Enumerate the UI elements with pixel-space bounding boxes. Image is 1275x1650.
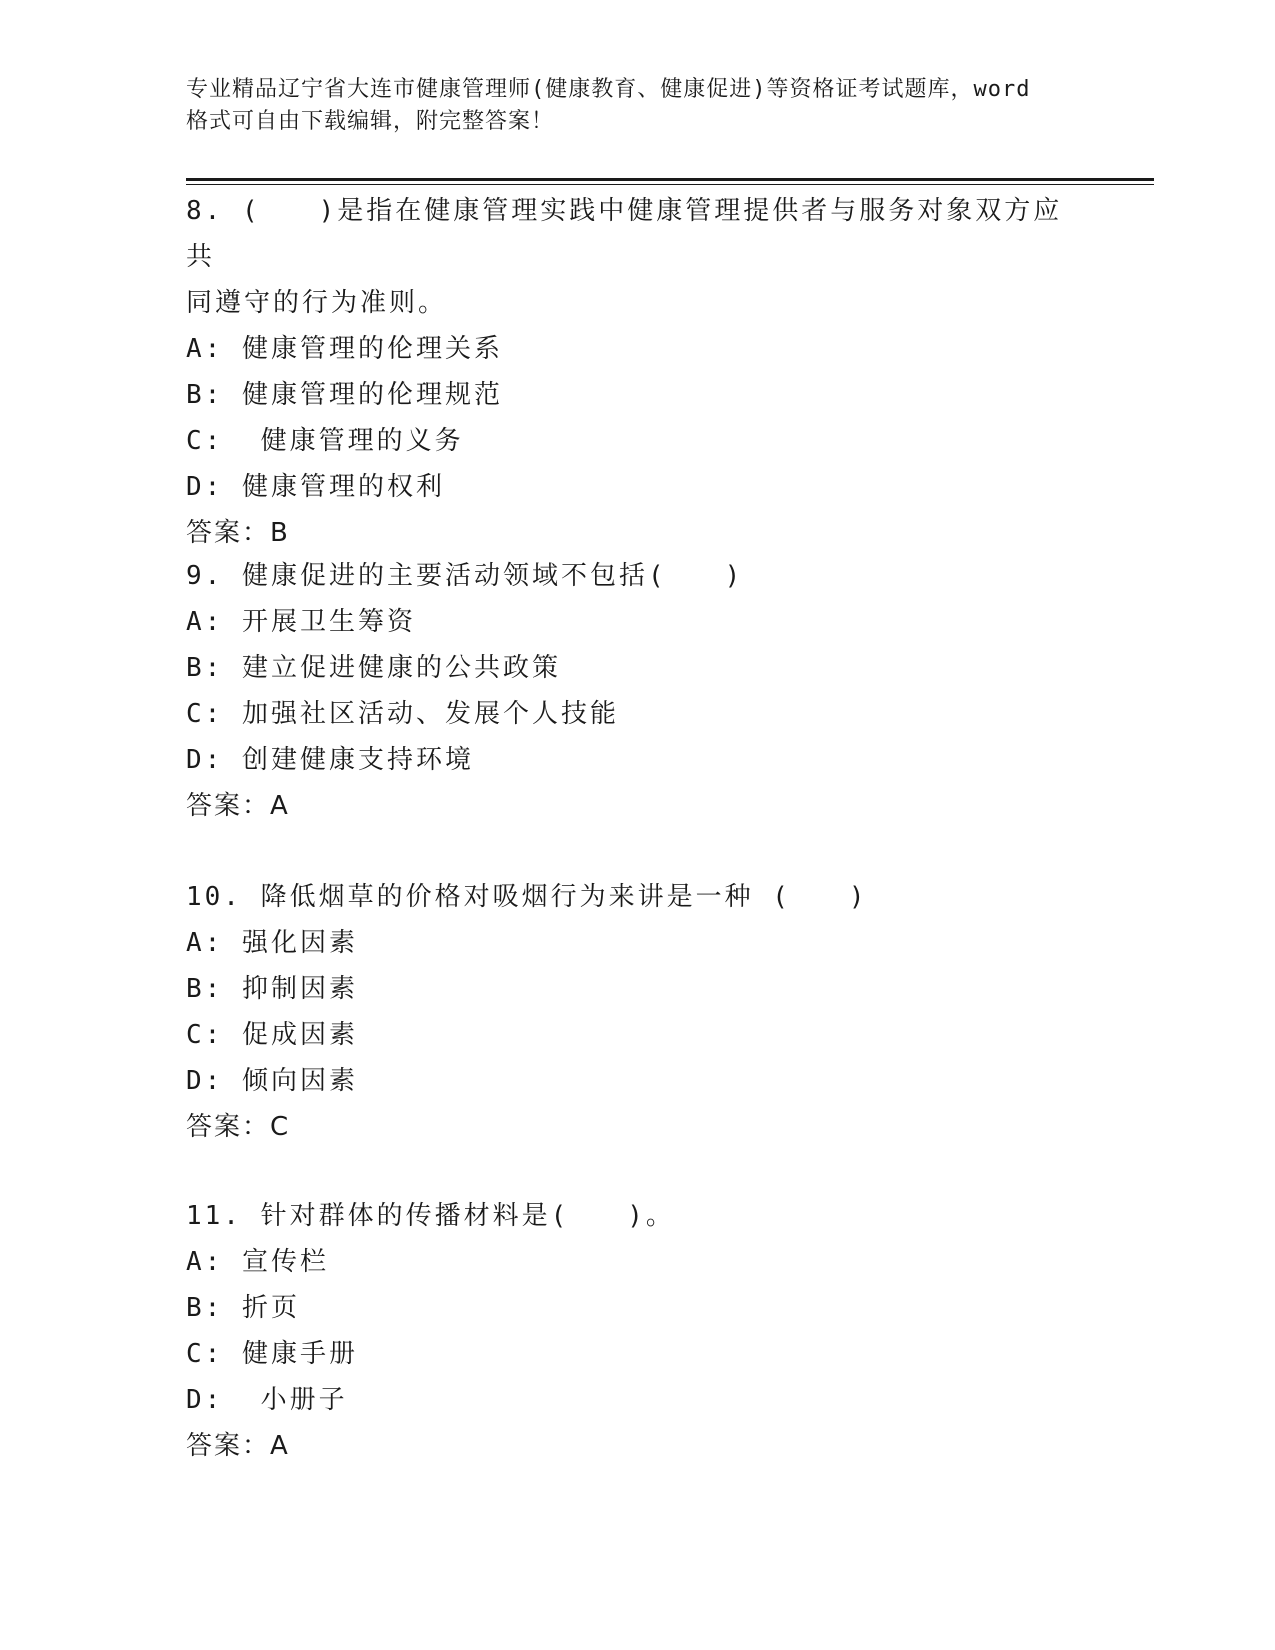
question-stem: 11. 针对群体的传播材料是( )。 [186, 1201, 675, 1231]
question-11 [186, 1193, 1086, 1469]
option-b: B: 抑制因素 [186, 974, 358, 1004]
option-c: C: 促成因素 [186, 1020, 358, 1050]
option-d: D: 倾向因素 [186, 1066, 358, 1096]
question-stem-continued: 同遵守的行为准则。 [186, 288, 448, 318]
option-a: A: 开展卫生筹资 [186, 607, 416, 637]
option-b: B: 折页 [186, 1293, 300, 1323]
option-c: C: 加强社区活动、发展个人技能 [186, 699, 619, 729]
header-line-2: 格式可自由下载编辑，附完整答案！ [186, 109, 555, 134]
option-b: B: 健康管理的伦理规范 [186, 380, 503, 410]
question-stem: 9. 健康促进的主要活动领域不包括( ) [186, 561, 744, 591]
option-d: D: 健康管理的权利 [186, 472, 445, 502]
option-d: D: 小册子 [186, 1385, 348, 1415]
question-8 [186, 188, 1086, 556]
answer-label: 答案：A [186, 791, 290, 821]
header-line-1: 专业精品辽宁省大连市健康管理师(健康教育、健康促进)等资格证考试题库，word [186, 77, 1031, 102]
answer-label: 答案：A [186, 1431, 290, 1461]
option-a: A: 健康管理的伦理关系 [186, 334, 503, 364]
document-header [186, 74, 1086, 138]
option-d: D: 创建健康支持环境 [186, 745, 474, 775]
option-a: A: 强化因素 [186, 928, 358, 958]
option-b: B: 建立促进健康的公共政策 [186, 653, 561, 683]
answer-label: 答案：B [186, 518, 290, 548]
header-divider-thin [186, 184, 1154, 185]
option-a: A: 宣传栏 [186, 1247, 329, 1277]
option-c: C: 健康管理的义务 [186, 426, 464, 456]
option-c: C: 健康手册 [186, 1339, 358, 1369]
question-stem: 10. 降低烟草的价格对吸烟行为来讲是一种 ( ) [186, 882, 868, 912]
answer-label: 答案：C [186, 1112, 291, 1142]
question-10 [186, 874, 1086, 1150]
question-9 [186, 553, 1086, 829]
header-divider-thick [186, 178, 1154, 181]
question-stem: 8. ( )是指在健康管理实践中健康管理提供者与服务对象双方应共 [186, 196, 1063, 272]
